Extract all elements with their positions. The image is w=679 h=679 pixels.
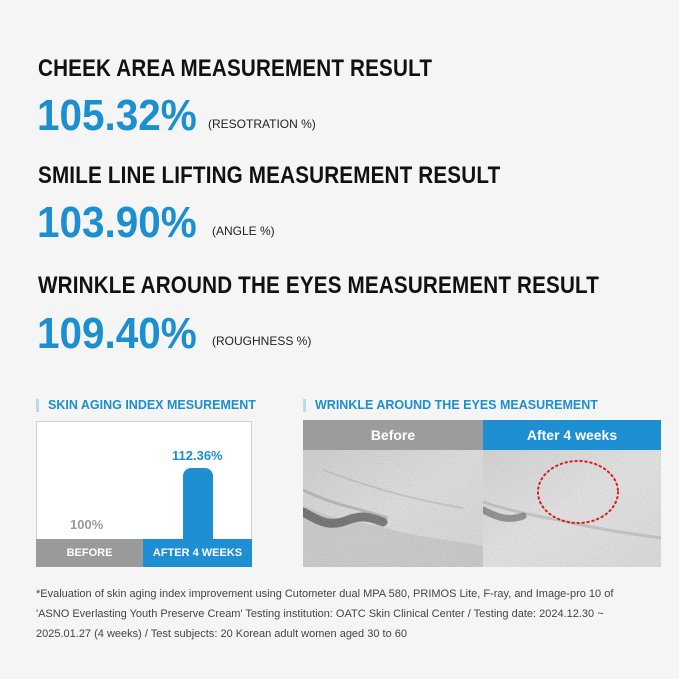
chart-category-after: AFTER 4 WEEKS bbox=[143, 539, 252, 567]
before-skin-image bbox=[303, 450, 483, 567]
eye-wrinkle-result-unit: (ROUGHNESS %) bbox=[212, 334, 312, 348]
wrinkle-comparison-title: WRINKLE AROUND THE EYES MEASUREMENT bbox=[303, 398, 598, 412]
after-skin-texture bbox=[483, 450, 661, 567]
smile-line-result-heading: SMILE LINE LIFTING MEASUREMENT RESULT bbox=[38, 162, 501, 189]
chart-value-after: 112.36% bbox=[172, 447, 223, 463]
after-skin-image bbox=[483, 450, 661, 567]
before-photo-label: Before bbox=[303, 420, 483, 450]
skin-aging-chart-title: SKIN AGING INDEX MESUREMENT bbox=[36, 398, 256, 412]
chart-bar-after bbox=[183, 468, 213, 539]
cheek-result-unit: (RESOTRATION %) bbox=[208, 117, 316, 131]
study-footnote: *Evaluation of skin aging index improvement using Cutometer dual MPA 580, PRIMOS Lite, F-ray, and Image-pro 10 of 'ASNO Everlasting Youth Preserve Cream' Testing institution: OATC Skin Clinical Center / Testing date: 2024.12.30 ~ 2025.01.27 (4 weeks) / Test subjects: 20 Korean adult women aged 30 to 60 bbox=[36, 588, 614, 640]
smile-line-result-value: 103.90% bbox=[37, 198, 197, 247]
chart-value-before: 100% bbox=[70, 517, 104, 532]
eye-wrinkle-result-value: 109.40% bbox=[37, 309, 197, 358]
chart-category-before: BEFORE bbox=[36, 539, 143, 567]
after-photo-label: After 4 weeks bbox=[483, 420, 661, 450]
cheek-result-heading: CHEEK AREA MEASUREMENT RESULT bbox=[38, 55, 433, 82]
eye-wrinkle-result-heading: WRINKLE AROUND THE EYES MEASUREMENT RESULT bbox=[38, 272, 600, 299]
before-skin-texture bbox=[303, 450, 483, 567]
smile-line-result-unit: (ANGLE %) bbox=[212, 224, 275, 238]
cheek-result-value: 105.32% bbox=[37, 91, 197, 140]
